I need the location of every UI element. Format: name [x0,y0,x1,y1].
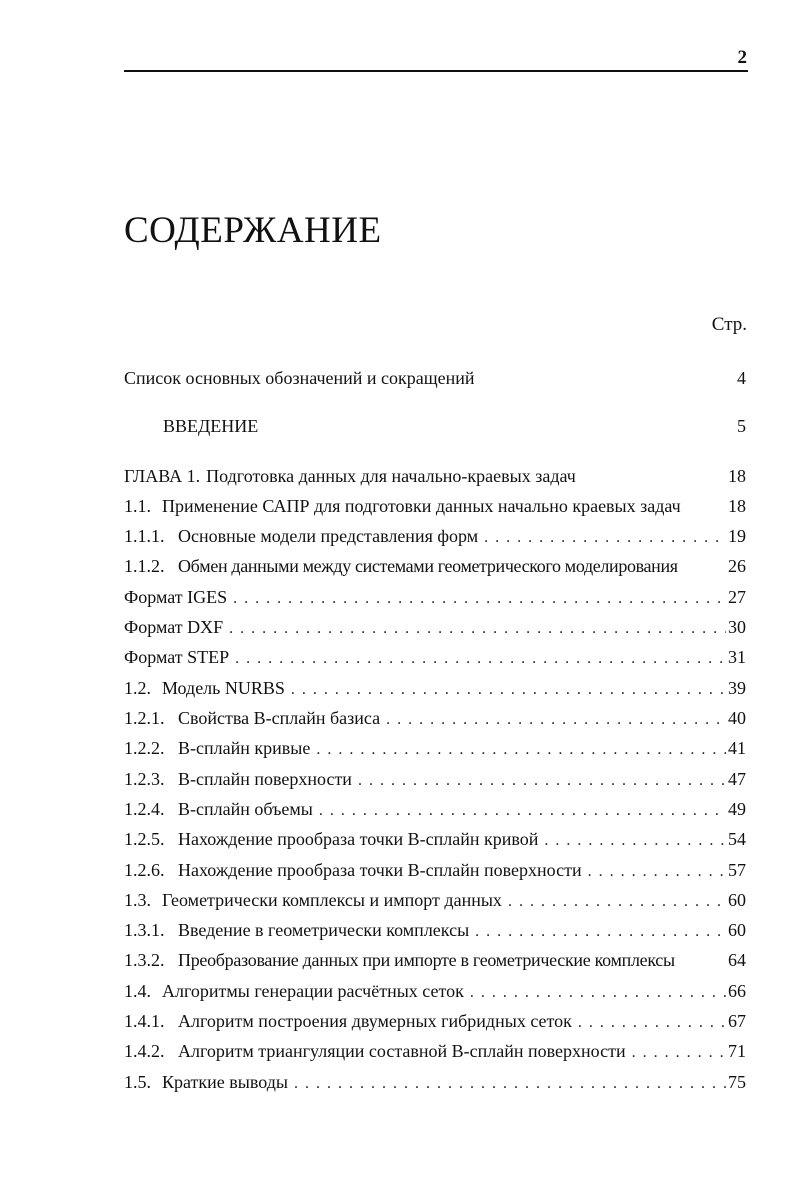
toc-entry-1-2-3 [124,767,746,791]
page-column-label: Стр. [711,314,747,335]
toc-entry-number: 1.1. [124,496,151,516]
toc-entry-page: 71 [728,1041,746,1061]
page-number: 2 [737,47,747,68]
toc-entry-title: Преобразование данных при импорте в геометрические комплексы [178,950,675,970]
toc-entry-dxf [124,615,746,639]
dot-leader [478,526,726,550]
toc-entry-introduction [124,414,746,438]
toc-entry-number: 1.4. [124,981,151,1001]
toc-entry-page: 41 [728,738,746,758]
toc-entry-page: 64 [728,950,746,970]
toc-entry-title: Краткие выводы [162,1072,288,1092]
toc-entry-page: 18 [728,496,746,516]
toc-entry-number: 1.4.1. [124,1011,165,1031]
dot-leader [582,860,726,884]
dot-leader [310,738,726,762]
toc-entry-step [124,645,746,669]
toc-entry-1-2-2 [124,736,746,760]
toc-entry-1-1 [124,494,746,518]
toc-entry-page: 39 [728,678,746,698]
toc-entry-chapter-1 [124,464,746,488]
toc-entry-1-3 [124,888,746,912]
toc-entry-number: 1.2. [124,678,151,698]
toc-entry-title: Алгоритм триангуляции составной B-сплайн поверхности [178,1041,626,1061]
toc-entry-page: 4 [737,368,746,388]
toc-entry-number: 1.5. [124,1072,151,1092]
toc-entry-title: Список основных обозначений и сокращений [124,368,475,388]
dot-leader [288,1072,726,1096]
toc-entry-symbols [124,366,746,390]
dot-leader [223,617,726,641]
toc-entry-1-4-1 [124,1009,746,1033]
toc-entry-title: Применение САПР для подготовки данных начально краевых задач [162,496,681,516]
toc-entry-1-4-2 [124,1039,746,1063]
dot-leader [572,1011,726,1035]
dot-leader [464,981,726,1005]
toc-entry-number: 1.2.3. [124,769,165,789]
toc-entry-number: 1.3. [124,890,151,910]
dot-leader [285,678,726,702]
toc-entry-page: 40 [728,708,746,728]
toc-entry-title: B-сплайн поверхности [178,769,352,789]
toc-entry-title: Введение в геометрически комплексы [178,920,470,940]
toc-entry-number: 1.1.2. [124,556,165,576]
dot-leader [469,920,726,944]
dot-leader [626,1041,726,1065]
toc-entry-page: 26 [728,556,746,576]
toc-entry-1-1-1 [124,524,746,548]
toc-title: СОДЕРЖАНИЕ [124,210,382,251]
toc-entry-page: 67 [728,1011,746,1031]
toc-entry-title: Обмен данными между системами геометрического моделирования [178,556,678,576]
toc-entry-number: 1.3.2. [124,950,165,970]
dot-leader [538,829,726,853]
toc-entry-title: Алгоритмы генерации расчётных сеток [162,981,464,1001]
toc-entry-page: 30 [728,617,746,637]
dot-leader [380,708,726,732]
toc-entry-page: 49 [728,799,746,819]
toc-entry-title: Нахождение прообраза точки B-сплайн кривой [178,829,539,849]
toc-entry-title: Подготовка данных для начально-краевых задач [206,466,576,486]
toc-entry-number: 1.4.2. [124,1041,165,1061]
toc-entry-title: Алгоритм построения двумерных гибридных сеток [178,1011,572,1031]
toc-entry-page: 19 [728,526,746,546]
toc-entry-1-3-2 [124,948,746,972]
toc-entry-1-2 [124,676,746,700]
toc-entry-page: 18 [728,466,746,486]
toc-entry-title: Формат DXF [124,617,224,637]
dot-leader [352,769,726,793]
toc-entry-title: Геометрически комплексы и импорт данных [162,890,502,910]
toc-entry-title: Нахождение прообраза точки B-сплайн поверхности [178,860,582,880]
toc-entry-title: ВВЕДЕНИЕ [163,416,259,436]
toc-entry-1-2-5 [124,827,746,851]
toc-entry-1-1-2 [124,554,746,578]
toc-entry-number: ГЛАВА 1. [124,466,201,486]
toc-entry-1-5 [124,1070,746,1094]
toc-entry-page: 5 [737,416,746,436]
toc-entry-number: 1.2.2. [124,738,165,758]
toc-entry-title: B-сплайн объемы [178,799,313,819]
toc-entry-page: 47 [728,769,746,789]
toc-entry-title: Основные модели представления форм [178,526,479,546]
dot-leader [313,799,726,823]
toc-entry-page: 60 [728,920,746,940]
toc-entry-number: 1.1.1. [124,526,165,546]
toc-entry-number: 1.2.1. [124,708,165,728]
toc-entry-page: 54 [728,829,746,849]
toc-entry-title: Формат IGES [124,587,228,607]
toc-entry-page: 27 [728,587,746,607]
toc-entry-1-4 [124,979,746,1003]
toc-entry-1-2-1 [124,706,746,730]
dot-leader [227,587,726,611]
toc-entry-page: 66 [728,981,746,1001]
toc-entry-page: 57 [728,860,746,880]
toc-entry-title: B-сплайн кривые [178,738,311,758]
toc-entry-page: 31 [728,647,746,667]
toc-entry-number: 1.2.4. [124,799,165,819]
toc-entry-1-3-1 [124,918,746,942]
toc-entry-1-2-6 [124,858,746,882]
toc-entry-number: 1.2.5. [124,829,165,849]
toc-entry-page: 75 [728,1072,746,1092]
toc-entry-title: Формат STEP [124,647,230,667]
dot-leader [502,890,726,914]
toc-entry-title: Модель NURBS [162,678,285,698]
toc-entry-iges [124,585,746,609]
toc-entry-number: 1.2.6. [124,860,165,880]
header-rule [124,70,748,72]
toc-entry-1-2-4 [124,797,746,821]
dot-leader [229,647,726,671]
toc-entry-number: 1.3.1. [124,920,165,940]
toc-entry-page: 60 [728,890,746,910]
toc-entry-title: Свойства B-сплайн базиса [178,708,381,728]
